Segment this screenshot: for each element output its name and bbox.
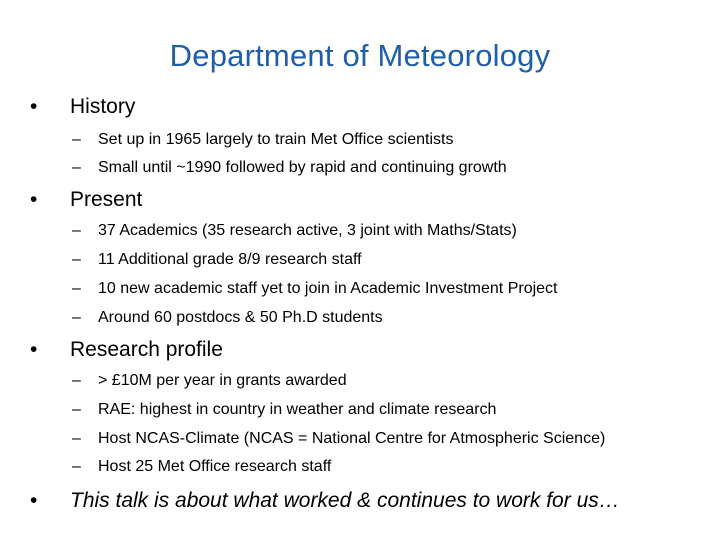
bullet-history [30, 95, 135, 119]
bullet-heading: History [70, 95, 136, 118]
bullet-dot: • [30, 188, 38, 211]
bullet-research-profile [30, 338, 223, 362]
slide-title: Department of Meteorology [169, 38, 551, 73]
bullet-dot: • [30, 95, 38, 118]
sub-item: – Small until ~1990 followed by rapid and continuing growth [72, 159, 507, 176]
sub-item: – Set up in 1965 largely to train Met Office scientists [72, 131, 454, 148]
bullet-closing [30, 489, 620, 513]
sub-item: – > £10M per year in grants awarded [72, 372, 347, 389]
closing-text: This talk is about what worked & continues to work for us… [70, 489, 620, 512]
bullet-present [30, 188, 142, 212]
bullet-heading: Research profile [70, 338, 223, 361]
sub-item: – 11 Additional grade 8/9 research staff [72, 251, 362, 268]
sub-item: – Around 60 postdocs & 50 Ph.D students [72, 309, 383, 326]
sub-item: – Host 25 Met Office research staff [72, 458, 332, 475]
bullet-dot: • [30, 489, 38, 512]
sub-item: – RAE: highest in country in weather and climate research [72, 401, 497, 418]
sub-item: – 10 new academic staff yet to join in Academic Investment Project [72, 280, 558, 297]
bullet-dot: • [30, 338, 38, 361]
bullet-heading: Present [70, 188, 143, 211]
sub-item: – Host NCAS-Climate (NCAS = National Centre for Atmospheric Science) [72, 430, 606, 447]
sub-item: – 37 Academics (35 research active, 3 joint with Maths/Stats) [72, 222, 517, 239]
